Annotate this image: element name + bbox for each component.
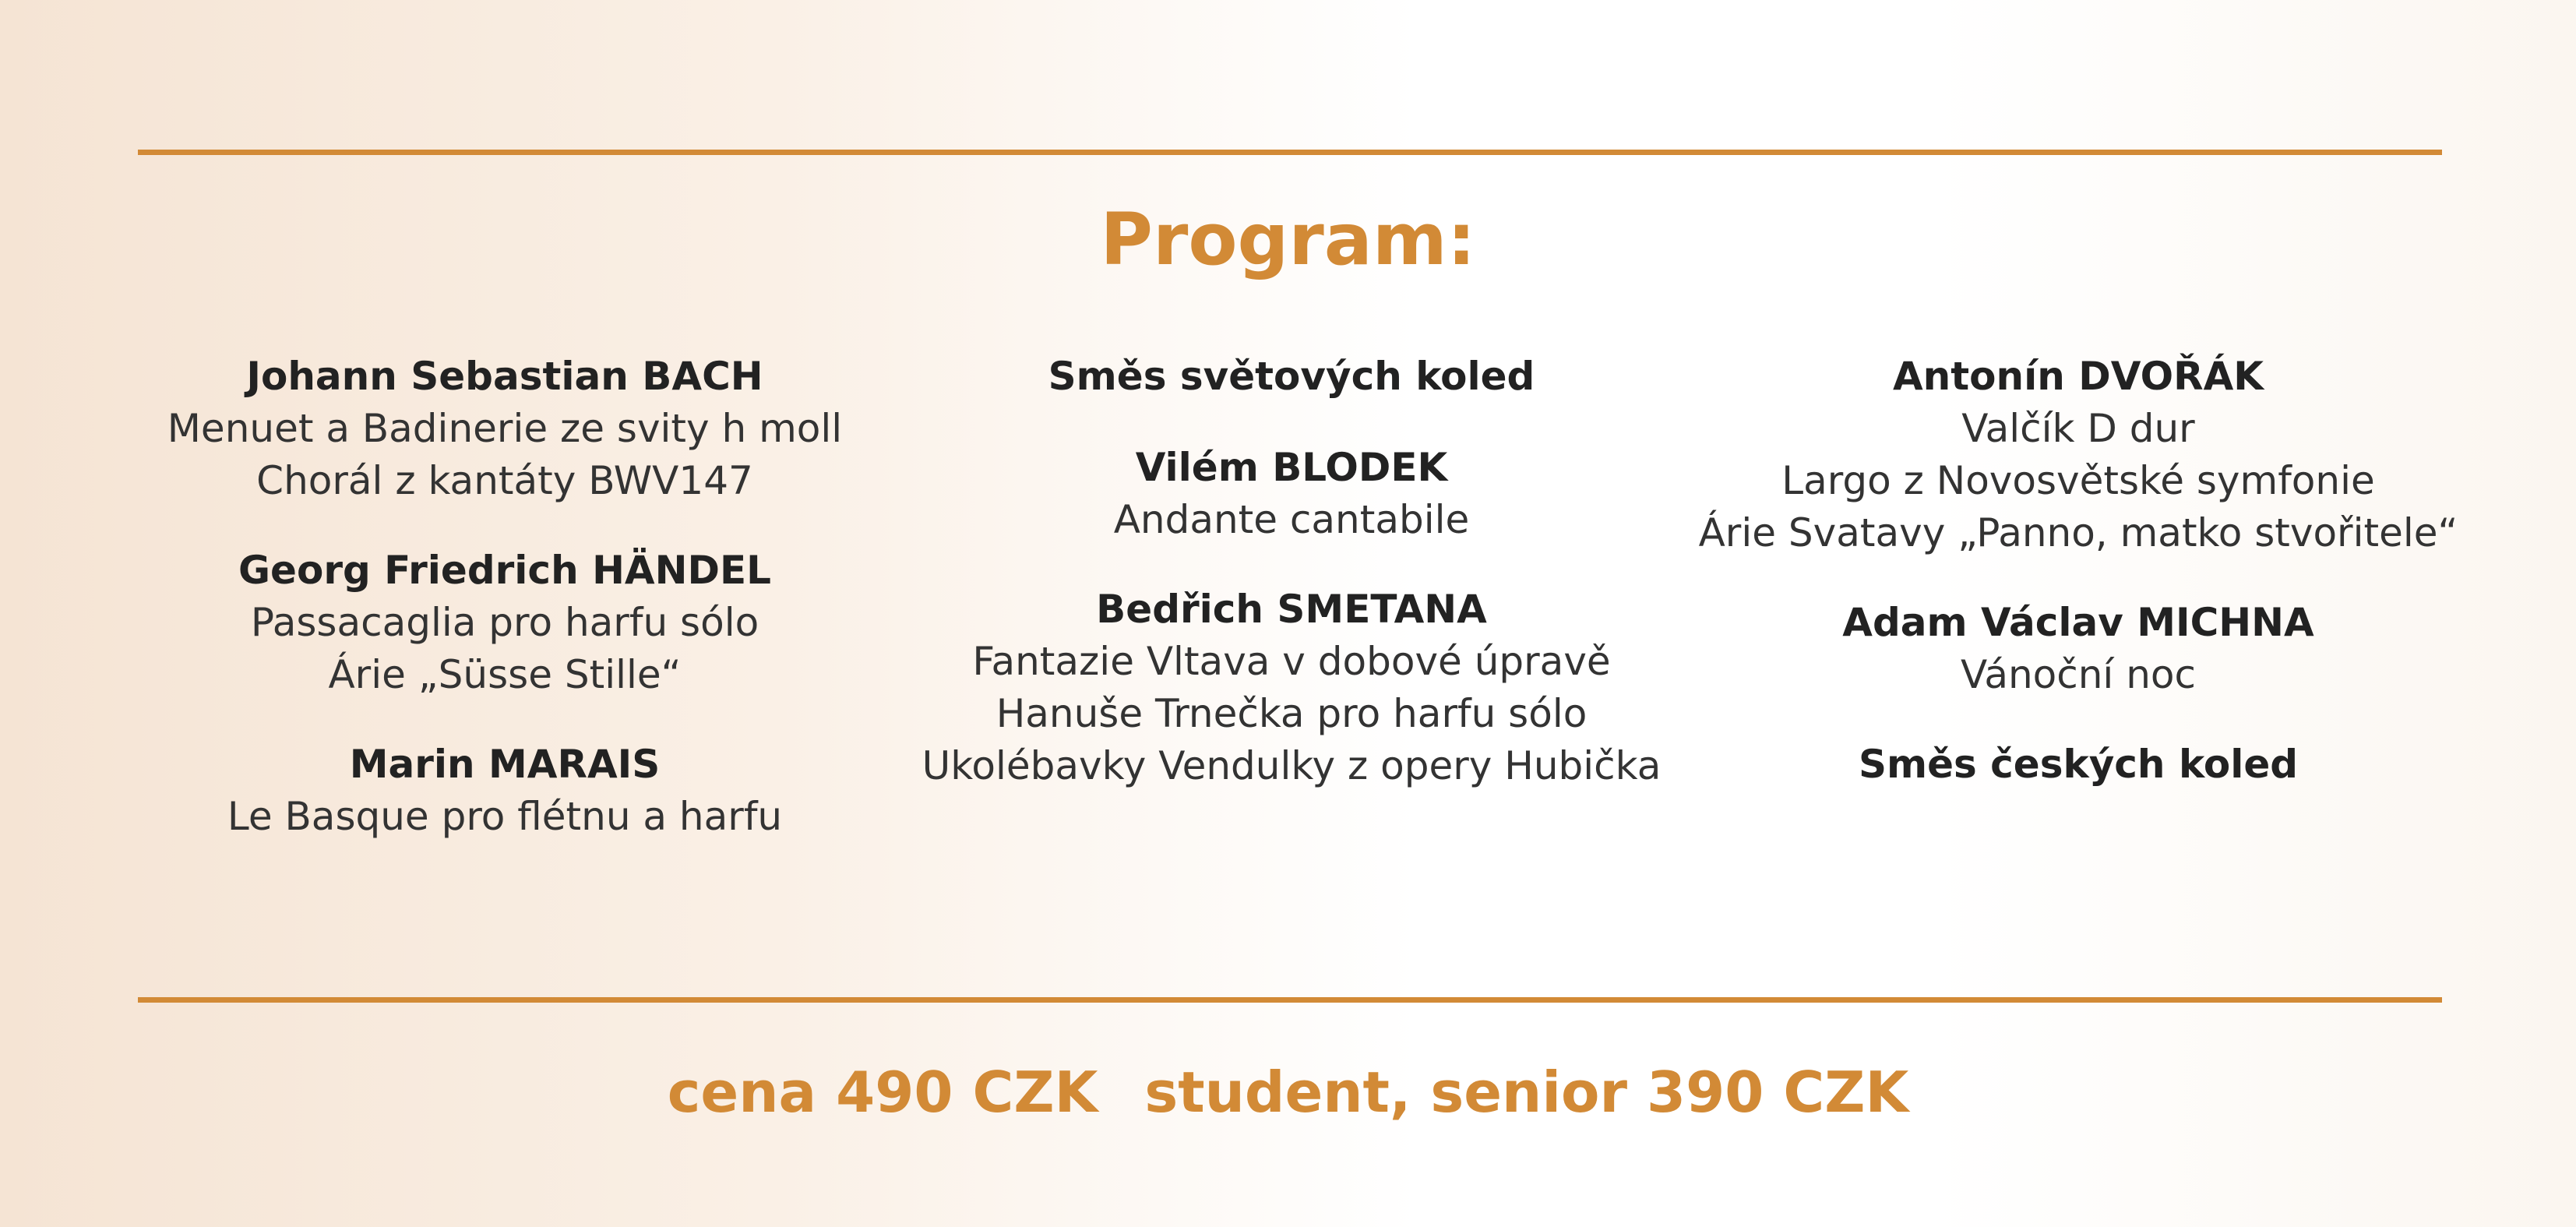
- program-title: Program:: [1100, 198, 1476, 281]
- work-title: Fantazie Vltava v dobové úpravě: [972, 639, 1611, 684]
- program-entry: [1689, 739, 2468, 791]
- composer-name: Antonín DVOŘÁK: [1892, 354, 2264, 399]
- work-title: Árie Svatavy „Panno, matko stvořitele“: [1698, 510, 2458, 555]
- work-title: Passacaglia pro harfu sólo: [250, 600, 759, 645]
- program-entry: [918, 351, 1665, 403]
- bottom-divider: [138, 997, 2442, 1003]
- composer-name: Směs českých koled: [1858, 742, 2299, 787]
- composer-name: Adam Václav MICHNA: [1842, 600, 2314, 645]
- program-entry: [1689, 597, 2468, 701]
- program-column-3: [1689, 351, 2468, 828]
- program-entry: [146, 351, 863, 507]
- work-title: Andante cantabile: [1113, 497, 1470, 542]
- composer-name: Směs světových koled: [1048, 354, 1535, 399]
- work-title: Largo z Novosvětské symfonie: [1781, 458, 2375, 503]
- work-title: Hanuše Trnečka pro harfu sólo: [996, 691, 1588, 736]
- top-divider: [138, 150, 2442, 155]
- composer-name: Vilém BLODEK: [1135, 445, 1448, 490]
- composer-name: Johann Sebastian BACH: [246, 354, 763, 399]
- work-title: Vánoční noc: [1961, 652, 2196, 697]
- work-title: Menuet a Badinerie ze svity h moll: [167, 406, 843, 451]
- price-line: [0, 1053, 2576, 1131]
- composer-name: Georg Friedrich HÄNDEL: [238, 548, 771, 593]
- work-title: Chorál z kantáty BWV147: [256, 458, 753, 503]
- work-title: Ukolébavky Vendulky z opery Hubička: [922, 743, 1662, 788]
- program-entry: [1689, 351, 2468, 559]
- program-entry: [918, 584, 1665, 792]
- work-title: Valčík D dur: [1961, 406, 2195, 451]
- work-title: Le Basque pro flétnu a harfu: [227, 794, 783, 839]
- composer-name: Bedřich SMETANA: [1096, 587, 1487, 632]
- program-entry: [146, 545, 863, 701]
- program-column-2: [918, 351, 1665, 830]
- program-column-1: [146, 351, 863, 880]
- reduced-price: student, senior 390 CZK: [1144, 1060, 1909, 1125]
- composer-name: Marin MARAIS: [349, 742, 661, 787]
- regular-price: cena 490 CZK: [667, 1060, 1098, 1125]
- program-entry: [146, 739, 863, 843]
- work-title: Árie „Süsse Stille“: [328, 652, 682, 697]
- program-entry: [918, 442, 1665, 546]
